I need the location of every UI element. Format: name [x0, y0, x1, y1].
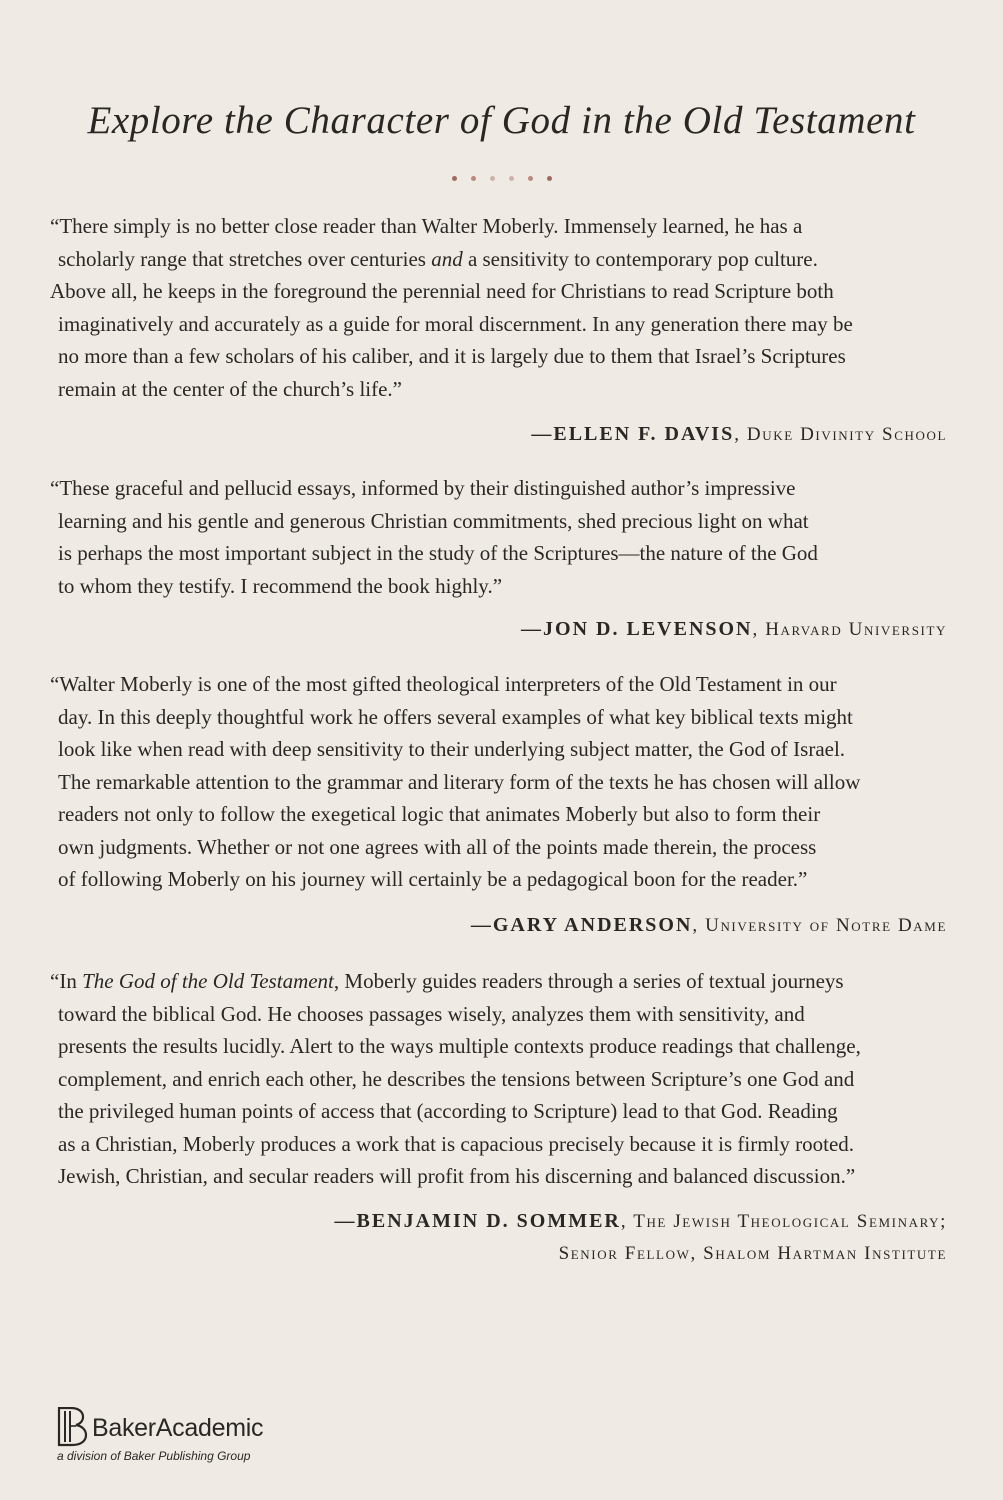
quote-line: learning and his gentle and generous Christian commitments, shed precious light on what — [58, 508, 809, 533]
quote-line — [50, 965, 950, 998]
publisher-tagline: a division of Baker Publishing Group — [57, 1449, 251, 1463]
quote-line: is perhaps the most important subject in the study of the Scriptures—the nature of the God — [58, 541, 818, 565]
cover-heading: Explore the Character of God in the Old Testament — [87, 99, 916, 142]
quote-line: “There simply is no better close reader than Walter Moberly. Immensely learned, he has a — [50, 214, 803, 238]
ornament-dot — [528, 176, 533, 181]
quote-line: day. In this deeply thoughtful work he offers several examples of what key biblical texts might — [58, 704, 853, 729]
quote-line: complement, and enrich each other, he describes the tensions between Scripture’s one God and — [58, 1066, 855, 1091]
ornament-dot — [471, 176, 476, 181]
quote-line-start: “In — [50, 969, 83, 993]
quote-line: Jewish, Christian, and secular readers will profit from his discerning and balanced discussion.” — [58, 1164, 856, 1188]
ornament-dot — [547, 176, 552, 181]
quote-line: look like when read with deep sensitivity to their underlying subject matter, the God of Israel. — [58, 737, 846, 761]
quote-emphasis: and — [431, 246, 463, 271]
book-title-italic: The God of the Old Testament — [82, 969, 334, 993]
quote-line: own judgments. Whether or not one agrees with all of the points made therein, the process — [58, 834, 817, 859]
quote-line: toward the biblical God. He chooses passages wisely, analyzes them with sensitivity, and — [58, 1001, 805, 1026]
quote-line: imaginatively and accurately as a guide for moral discernment. In any generation there may be — [58, 311, 853, 336]
ornament-dots — [0, 176, 1003, 181]
endorser-affiliation-secondary: Senior Fellow, Shalom Hartman Institute — [558, 1243, 947, 1264]
quote-line: Above all, he keeps in the foreground the perennial need for Christians to read Scripture both — [50, 279, 834, 303]
quote-line: “These graceful and pellucid essays, informed by their distinguished author’s impressive — [50, 476, 796, 500]
endorser-name: —JON D. LEVENSON — [521, 618, 753, 640]
quote-line: to whom they testify. I recommend the book highly.” — [58, 573, 503, 598]
endorsement-quote-levenson — [50, 472, 950, 602]
quote-line-end: a sensitivity to contemporary pop culture. — [462, 246, 818, 271]
attribution-davis — [531, 417, 947, 451]
quote-line: as a Christian, Moberly produces a work that is capacious precisely because it is firmly rooted. — [58, 1131, 855, 1156]
endorsement-quote-davis — [50, 210, 950, 405]
ornament-dot — [509, 176, 514, 181]
quote-line: the privileged human points of access that (according to Scripture) lead to that God. Reading — [58, 1099, 838, 1123]
attribution-sommer — [335, 1204, 947, 1270]
endorser-name: —BENJAMIN D. SOMMER — [334, 1210, 621, 1232]
endorser-affiliation: , Harvard University — [752, 619, 947, 640]
endorser-affiliation: , University of Notre Dame — [692, 915, 947, 936]
ornament-dot — [490, 176, 495, 181]
quote-line — [50, 243, 950, 276]
endorsement-quote-sommer — [50, 965, 950, 1193]
quote-line: of following Moberly on his journey will certainly be a pedagogical boon for the reader.” — [58, 867, 808, 891]
endorser-name: —GARY ANDERSON — [470, 914, 693, 936]
quote-line: readers not only to follow the exegetical logic that animates Moberly but also to form their — [58, 802, 821, 826]
quote-line: remain at the center of the church’s life.” — [58, 376, 402, 401]
ornament-dot — [452, 176, 457, 181]
quote-line: “Walter Moberly is one of the most gifted theological interpreters of the Old Testament in our — [50, 672, 837, 696]
quote-line-start: scholarly range that stretches over centuries — [58, 246, 432, 271]
endorser-name: —ELLEN F. DAVIS — [531, 423, 735, 445]
quote-line-end: , Moberly guides readers through a series of textual journeys — [333, 969, 844, 993]
quote-line: The remarkable attention to the grammar and literary form of the texts he has chosen will allow — [58, 769, 861, 794]
attribution-levenson — [521, 612, 947, 646]
endorser-affiliation: , The Jewish Theological Seminary; — [620, 1211, 947, 1232]
quote-line: presents the results lucidly. Alert to the ways multiple contexts produce readings that challenge, — [58, 1034, 861, 1058]
endorsement-quote-anderson — [50, 668, 950, 896]
quote-line: no more than a few scholars of his caliber, and it is largely due to them that Israel’s Scriptures — [58, 344, 846, 368]
baker-b-logo-icon — [57, 1407, 89, 1447]
endorser-affiliation: , Duke Divinity School — [734, 424, 947, 445]
publisher-name: BakerAcademic — [92, 1414, 264, 1442]
attribution-anderson — [471, 908, 947, 942]
